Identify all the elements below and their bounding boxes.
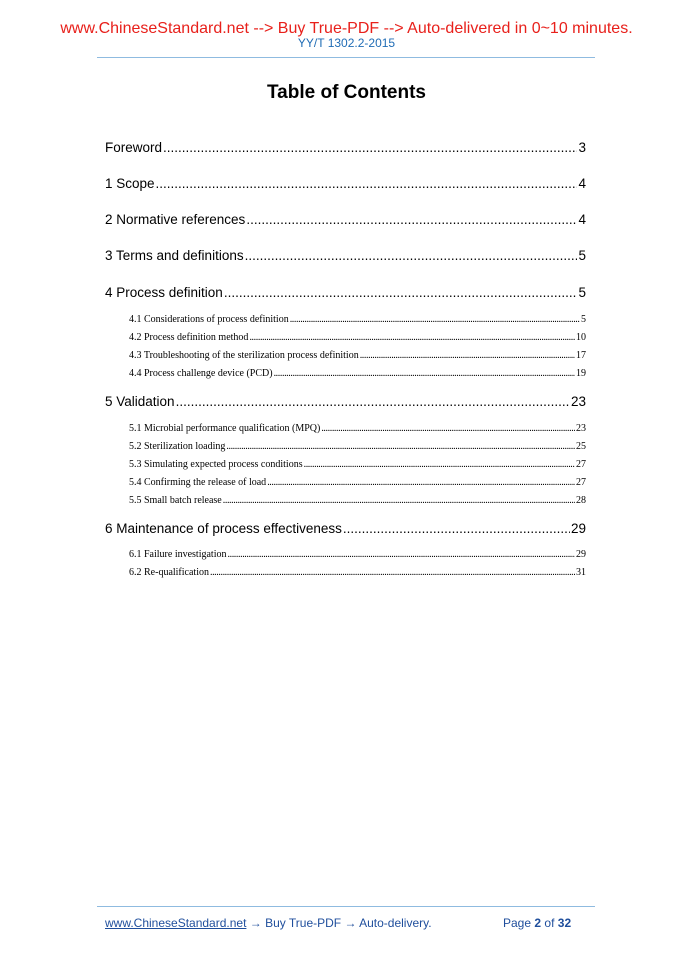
toc-entry-validation[interactable]: 5 Validation ..... 23	[105, 394, 586, 410]
toc-entry-5-2[interactable]: 5.2 Sterilization loading ..... 25	[129, 441, 586, 453]
page-title: Table of Contents	[266, 82, 427, 103]
toc-entry-4-2[interactable]: 4.2 Process definition method ..... 10	[129, 332, 586, 344]
toc-entry-process-definition[interactable]: 4 Process definition ..... 5	[105, 285, 586, 301]
toc-entry-6-1[interactable]: 6.1 Failure investigation ..... 29	[129, 549, 586, 561]
toc-entry-normative-references[interactable]: 2 Normative references ..... 4	[105, 212, 586, 228]
toc-entry-terms-definitions[interactable]: 3 Terms and definitions ..... 5	[105, 248, 586, 264]
toc-entry-4-3[interactable]: 4.3 Troubleshooting of the sterilization process definition ..... 17	[129, 350, 586, 362]
header-divider	[97, 57, 595, 58]
page-word: Page	[503, 916, 532, 930]
of-word: of	[544, 916, 555, 930]
footer-promo	[105, 916, 432, 930]
total-pages: 32	[557, 916, 572, 930]
toc-entry-6-2[interactable]: 6.2 Re-qualification ..... 31	[129, 567, 586, 579]
site-link[interactable]: www.ChineseStandard.net	[105, 916, 247, 930]
footer-divider	[97, 906, 595, 907]
promo-banner[interactable]: www.ChineseStandard.net --> Buy True-PDF --> Auto-delivered in 0~10 minutes.	[60, 20, 633, 37]
toc-entry-4-1[interactable]: 4.1 Considerations of process definition ..... 5	[129, 314, 586, 326]
toc-entry-5-4[interactable]: 5.4 Confirming the release of load ..... 27	[129, 477, 586, 489]
page-number: 2	[534, 916, 542, 930]
toc-entry-4-4[interactable]: 4.4 Process challenge device (PCD) ..... 19	[129, 368, 586, 380]
toc-entry-scope[interactable]: 1 Scope ..... 4	[105, 176, 586, 192]
footer-tagline: → Buy True-PDF → Auto-delivery.	[246, 916, 432, 930]
standard-code: YY/T 1302.2-2015	[297, 36, 396, 50]
toc-entry-5-1[interactable]: 5.1 Microbial performance qualification (MPQ) ..... 23	[129, 423, 586, 435]
toc-entry-5-3[interactable]: 5.3 Simulating expected process conditions ..... 27	[129, 459, 586, 471]
page-indicator	[503, 916, 571, 930]
toc-entry-maintenance[interactable]: 6 Maintenance of process effectiveness ..... 29	[105, 521, 586, 537]
toc-entry-5-5[interactable]: 5.5 Small batch release ..... 28	[129, 495, 586, 507]
toc-entry-foreword[interactable]: Foreword ..... 3	[105, 140, 586, 156]
